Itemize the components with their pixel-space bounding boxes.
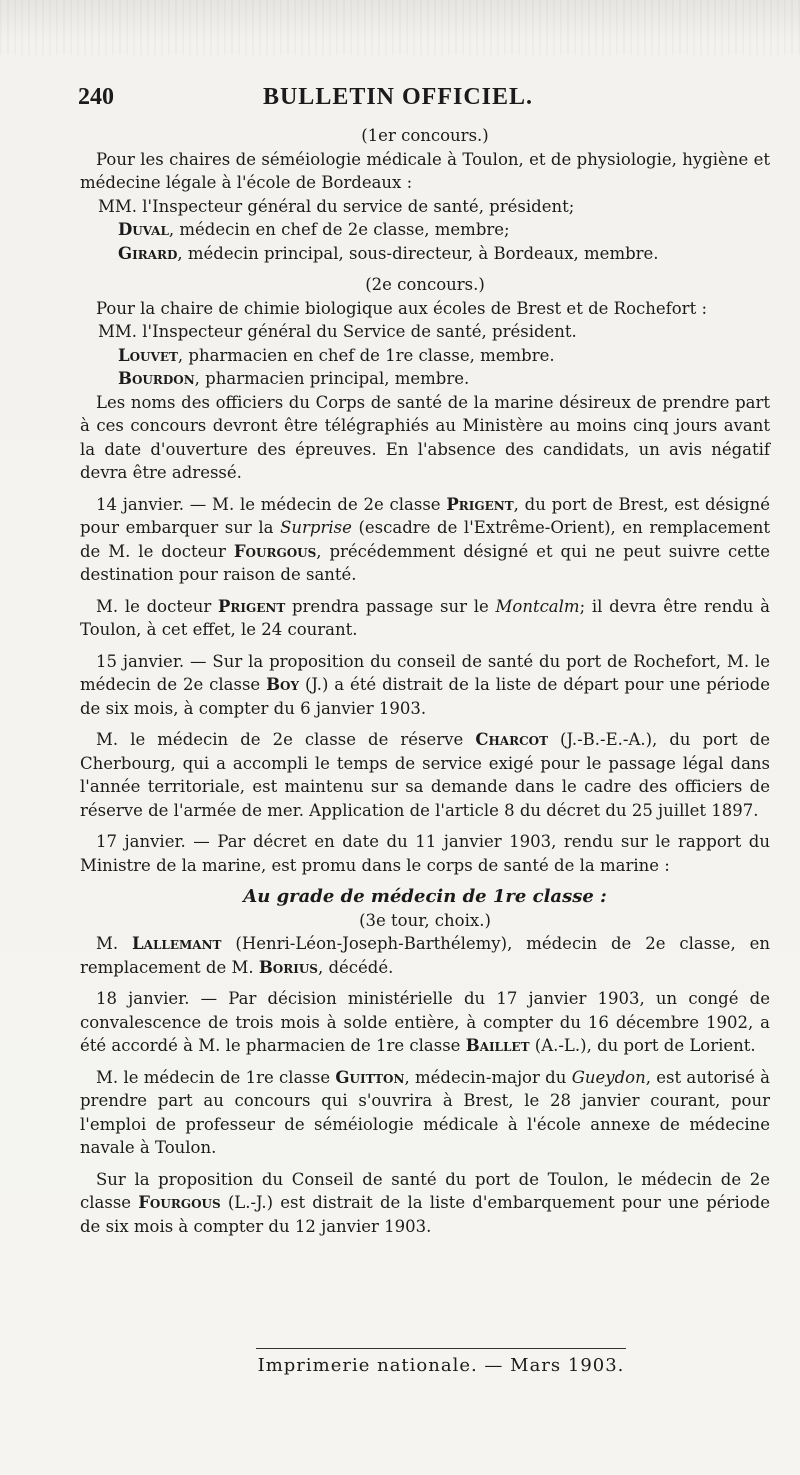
person-name: Louvet [118, 345, 178, 365]
concours-1-text: Pour les chaires de séméiologie médicale à Toulon, et de physiologie, hygiène et médecine légale à l'école de Bordeaux : [80, 149, 770, 192]
jury-text: , médecin principal, sous-directeur, à Bordeaux, membre. [177, 243, 659, 263]
person-name: Girard [118, 243, 178, 263]
paragraph-charcot [80, 728, 770, 822]
jury-1-member-2 [80, 218, 770, 242]
person-name: Fourgous [233, 541, 317, 561]
jury-text: , pharmacien en chef de 1re classe, membre. [177, 345, 555, 365]
paragraph-15-janvier [80, 650, 770, 721]
text-run: (escadre de l'Extrême-Orient), en remplacement de M. le docteur [80, 518, 771, 561]
jury-2-member-1: MM. l'Inspecteur général du Service de santé, président. [98, 322, 577, 341]
concours-2-heading: (2e concours.) [365, 275, 485, 294]
text-run: , précédemment désigné et qui ne peut suivre cette destination pour raison de santé. [80, 541, 770, 584]
text-run: 18 janvier. — Par décision ministérielle du 17 janvier 1903, un congé de convalescence de trois mois à solde entière, à compter du 16 décembre 1902, a été accordé à M. le pharmacien de 1re classe [80, 989, 770, 1055]
footer-rule [256, 1348, 626, 1349]
ship-name: Surprise [280, 518, 352, 537]
text-run: , décédé. [317, 957, 394, 977]
person-name: Bourdon [118, 369, 195, 388]
person-name: Boy [266, 675, 300, 694]
person-name: Guitton [335, 1067, 405, 1087]
person-name: Prigent [217, 596, 286, 616]
person-name: Duval [118, 220, 169, 239]
person-name: Baillet [465, 1036, 530, 1055]
text-run: (J.) a été distrait de la liste de départ pour une période de six mois, à compter du 6 janvier 1903. [80, 675, 770, 718]
printer-imprint: Imprimerie nationale. — Mars 1903. [257, 1355, 625, 1376]
text-run: M. [96, 934, 133, 953]
text-run: 14 janvier. — M. le médecin de 2e classe [96, 494, 447, 514]
paragraph-lallemant [80, 932, 770, 979]
page-header [78, 84, 718, 114]
person-name: Fourgous [138, 1193, 221, 1212]
text-run: 15 janvier. — Sur la proposition du conseil de santé du port de Rochefort, M. le médecin de 2e classe [80, 651, 770, 694]
jury-1-member-1: MM. l'Inspecteur général du service de santé, président; [98, 196, 575, 216]
text-run: M. le docteur [96, 596, 218, 616]
person-name: Borius [258, 957, 318, 977]
text-run: Sur la proposition du Conseil de santé du port de Toulon, le médecin de 2e classe [80, 1169, 770, 1212]
grade-heading: Au grade de médecin de 1re classe : [243, 886, 607, 907]
page-body [80, 124, 770, 1238]
paragraph-14-janvier [80, 493, 770, 587]
text-run: , est autorisé à prendre part au concours qui s'ouvrira à Brest, le 28 janvier courant, pour l'emploi de professeur de séméiologie médicale à l'école annexe de médecine navale à Toulon. [80, 1067, 770, 1157]
person-name: Charcot [475, 730, 548, 749]
page-number: 240 [78, 84, 114, 110]
concours-2-text: Pour la chaire de chimie biologique aux écoles de Brest et de Rochefort : [96, 298, 707, 318]
text-run: (A.-L.), du port de Lorient. [529, 1036, 756, 1055]
text-run: (L.-J.) est distrait de la liste d'embarquement pour une période de six mois à compter du 12 janvier 1903. [80, 1193, 770, 1236]
ship-name: Gueydon [571, 1067, 646, 1087]
paragraph-prigent [80, 595, 770, 642]
person-name: Lallemant [132, 934, 222, 953]
ship-name: Montcalm [495, 596, 580, 616]
jury-1-member-3 [80, 242, 770, 266]
tour-heading: (3e tour, choix.) [359, 910, 491, 930]
paragraph-fourgous [80, 1168, 770, 1239]
text-run: ; il devra être rendu à Toulon, à cet effet, le 24 courant. [80, 596, 770, 639]
paragraph-guitton [80, 1066, 770, 1160]
paragraph-noms: Les noms des officiers du Corps de santé de la marine désireux de prendre part à ces concours devront être télégraphiés au Ministère au moins cinq jours avant la date d'ouverture des épreuves. En l'absence des candidats, un avis négatif devra être adressé. [80, 392, 770, 482]
paragraph-18-janvier [80, 987, 770, 1058]
jury-2-member-2 [80, 344, 770, 368]
running-title: BULLETIN OFFICIEL. [262, 84, 534, 110]
text-run: , médecin-major du [404, 1067, 572, 1087]
concours-1-heading: (1er concours.) [361, 126, 489, 145]
text-run: M. le médecin de 1re classe [96, 1067, 336, 1087]
page-footer [256, 1348, 626, 1376]
text-run: (Henri-Léon-Joseph-Barthélemy), médecin de 2e classe, en remplacement de M. [80, 934, 770, 977]
text-run: (J.-B.-E.-A.), du port de Cherbourg, qui a accompli le temps de service exigé pour le passage légal dans l'année territoriale, est maintenu sur sa demande dans le cadre des officiers de réserve de l'armée de mer. Application de l'article 8 du décret du 25 juillet 1897. [80, 730, 770, 820]
paragraph-17-janvier: 17 janvier. — Par décret en date du 11 janvier 1903, rendu sur le rapport du Ministre de la marine, est promu dans le corps de santé de la marine : [80, 832, 770, 875]
jury-text: , médecin en chef de 2e classe, membre; [168, 220, 510, 239]
person-name: Prigent [446, 494, 514, 514]
text-run: M. le médecin de 2e classe de réserve [96, 730, 476, 749]
jury-2-member-3 [80, 367, 770, 391]
jury-text: , pharmacien principal, membre. [194, 369, 470, 388]
text-run: , du port de Brest, est désigné pour embarquer sur la [80, 494, 770, 537]
scan-edge-noise [0, 0, 800, 55]
text-run: prendra passage sur le [285, 596, 496, 616]
